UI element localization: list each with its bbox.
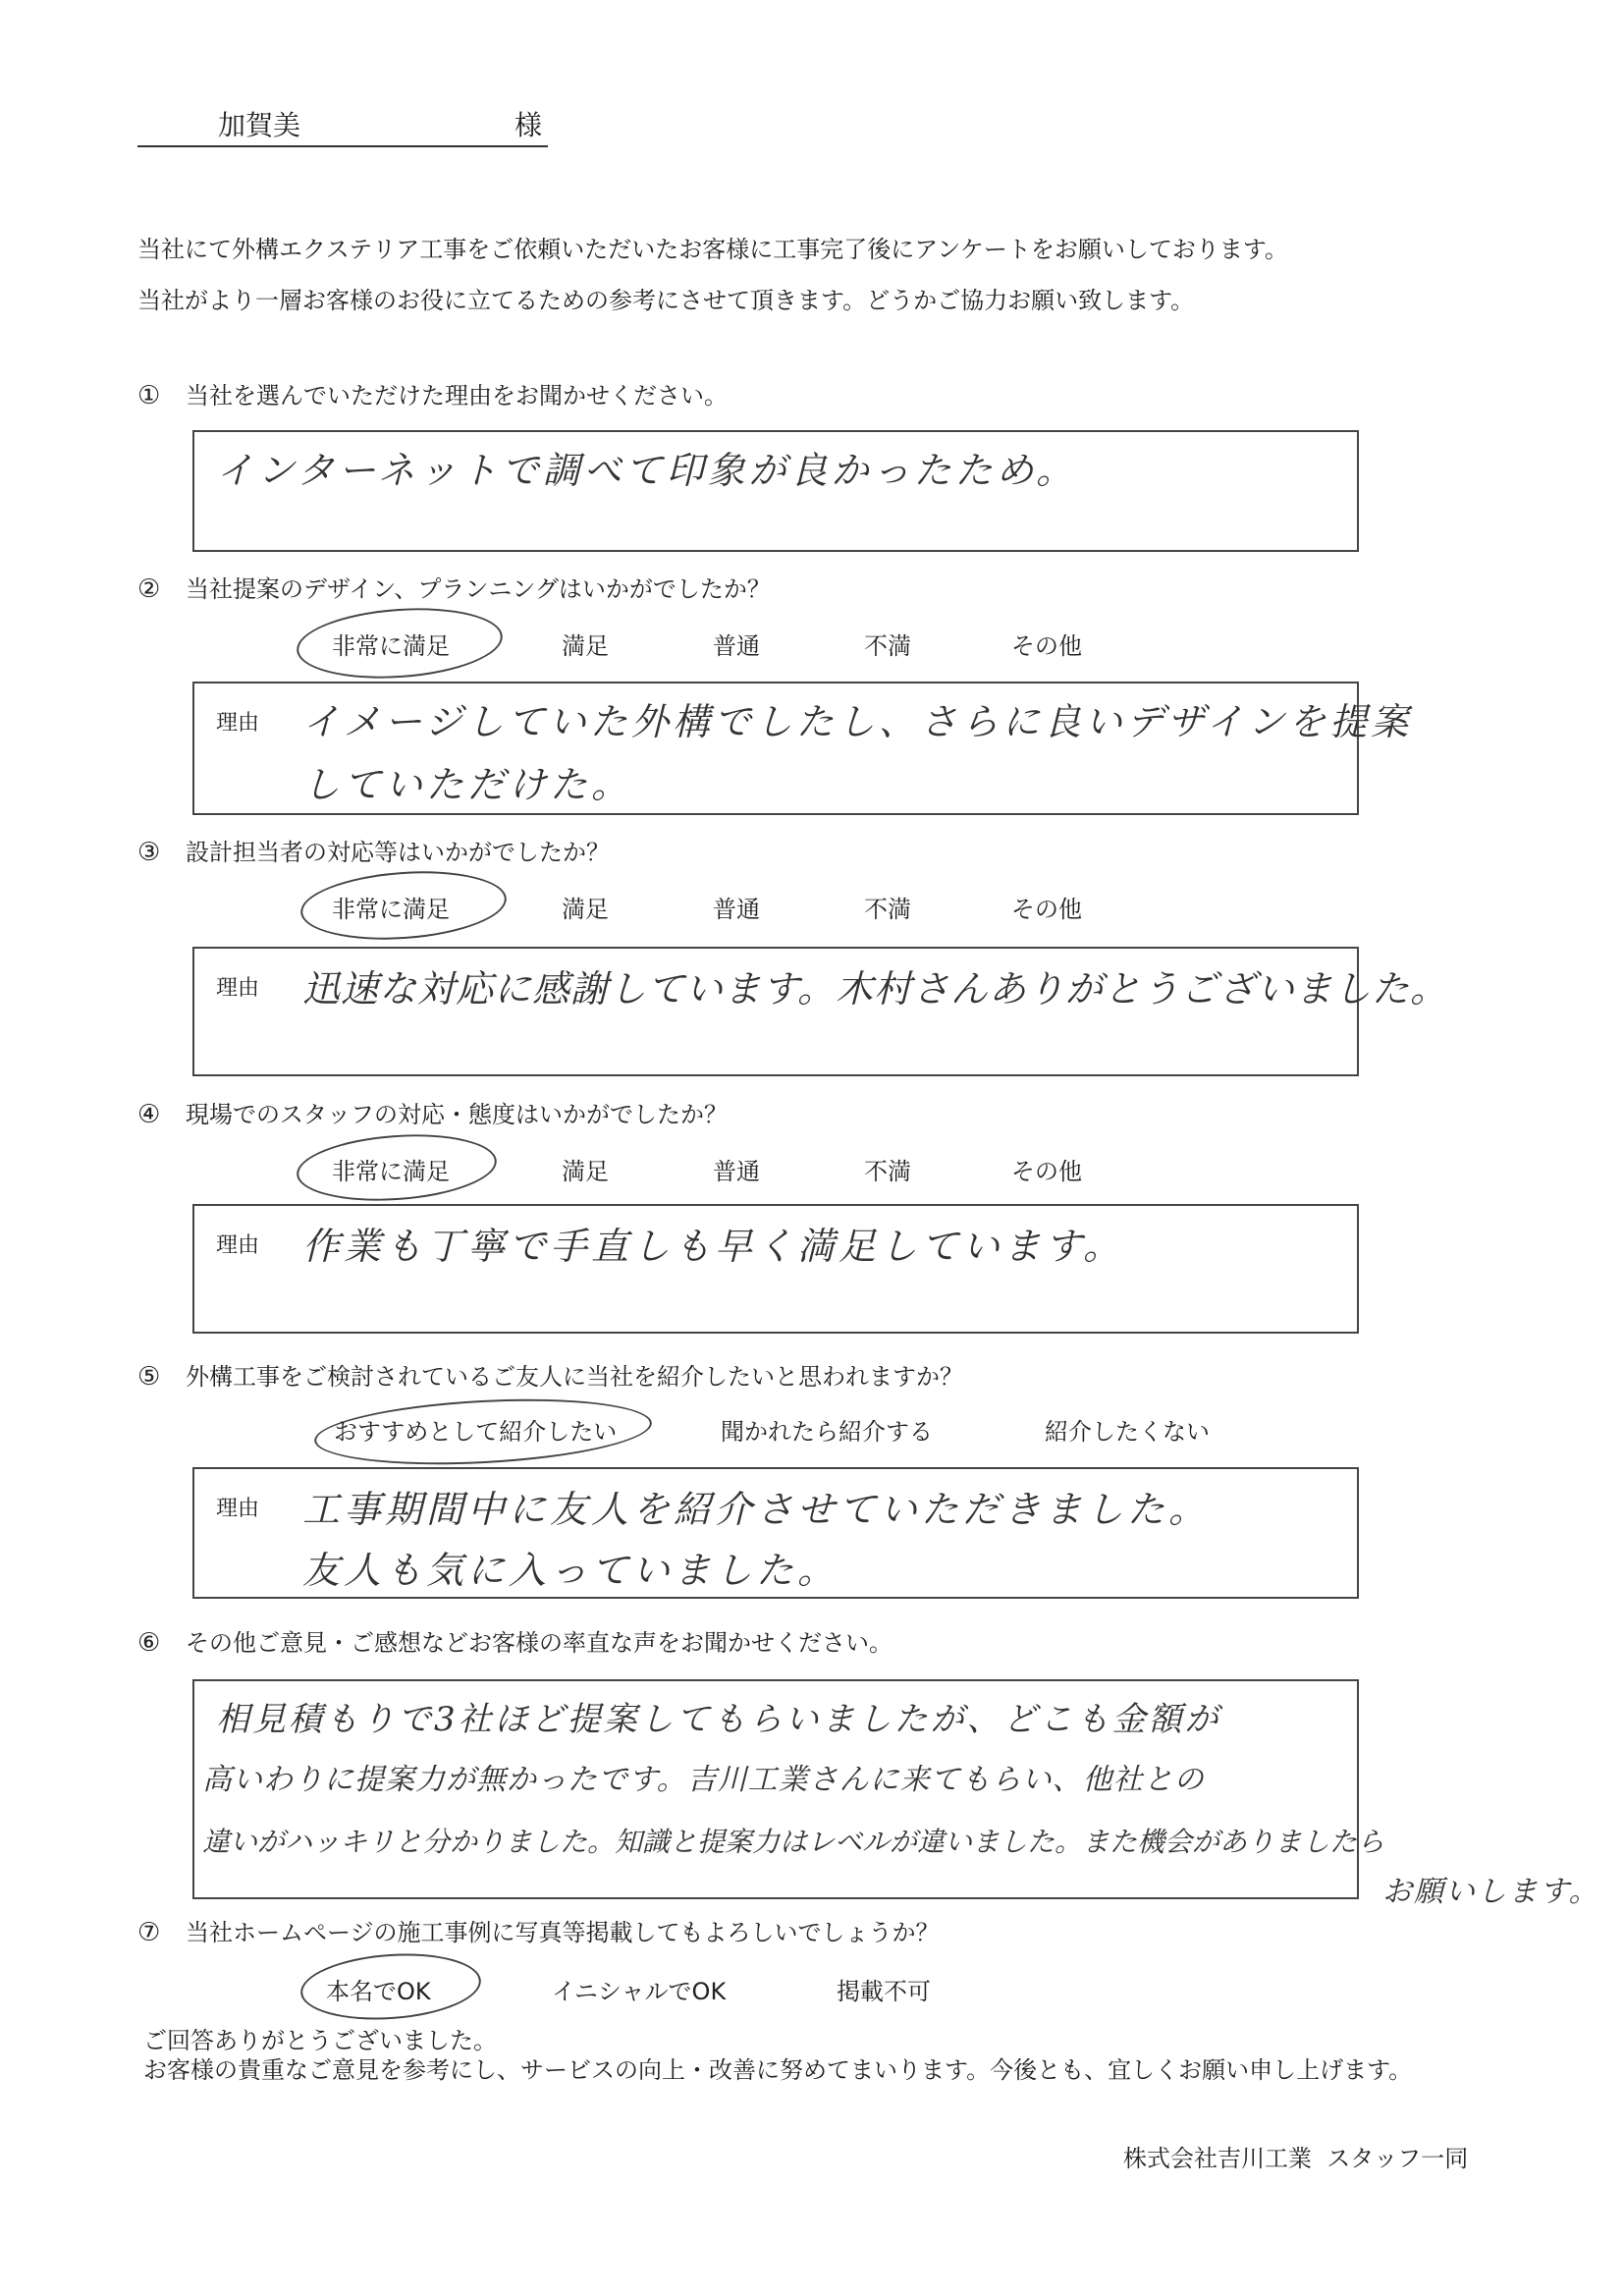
closing-line-1: ご回答ありがとうございました。 — [143, 2027, 497, 2054]
closing-line-2: お客様の貴重なご意見を参考にし、サービスの向上・改善に努めてまいります。今後とも、宜しくお願い申し上げます。 — [143, 2056, 1413, 2084]
answer-box-4[interactable] — [192, 1204, 1359, 1334]
question-1 — [137, 383, 728, 409]
option-satisfied[interactable]: 満足 — [562, 632, 609, 660]
answer-box-1[interactable] — [192, 430, 1359, 552]
option-satisfied[interactable]: 満足 — [562, 896, 609, 923]
answer-box-3[interactable] — [192, 947, 1448, 1076]
reason-label: 理由 — [216, 1497, 260, 1521]
handwritten-answer: 違いがハッキリと分かりました。知識と提案力はレベルが違いました。また機会がありましたら — [202, 1826, 1385, 1858]
handwritten-answer: イメージしていた外構でしたし、さらに良いデザインを提案 — [302, 700, 1413, 743]
option-real-name[interactable]: 本名でOK — [326, 1978, 431, 2005]
handwritten-answer: 作業も丁寧で手直しも早く満足しています。 — [302, 1225, 1124, 1268]
option-not-recommend[interactable]: 紹介したくない — [1045, 1418, 1210, 1446]
handwritten-answer: インターネットで調べて印象が良かったため。 — [216, 449, 1078, 492]
option-neutral[interactable]: 普通 — [713, 1158, 760, 1185]
question-text: 設計担当者の対応等はいかがでしたか？ — [185, 839, 610, 866]
question-number: ⑦ — [137, 1918, 161, 1947]
question-3 — [137, 840, 610, 865]
reason-label: 理由 — [216, 711, 260, 736]
handwritten-answer: 迅速な対応に感謝しています。木村さんありがとうございました。 — [302, 967, 1448, 1011]
option-no-publish[interactable]: 掲載不可 — [837, 1978, 931, 2005]
option-other[interactable]: その他 — [1011, 632, 1082, 660]
option-other[interactable]: その他 — [1011, 896, 1082, 923]
intro-line-2: 当社がより一層お客様のお役に立てるための参考にさせて頂きます。どうかご協力お願い致します。 — [137, 287, 1195, 314]
option-other[interactable]: その他 — [1011, 1158, 1082, 1185]
option-satisfied[interactable]: 満足 — [562, 1158, 609, 1185]
handwritten-answer: 工事期間中に友人を紹介させていただきました。 — [302, 1488, 1211, 1531]
option-neutral[interactable]: 普通 — [713, 632, 760, 660]
question-text: 当社ホームページの施工事例に写真等掲載してもよろしいでしょうか？ — [185, 1919, 940, 1946]
reason-label: 理由 — [216, 1233, 260, 1258]
question-5 — [137, 1364, 963, 1390]
honorific: 様 — [514, 109, 543, 141]
question-text: 当社提案のデザイン、プランニングはいかがでしたか？ — [185, 575, 771, 603]
handwritten-answer: 高いわりに提案力が無かったです。吉川工業さんに来てもらい、他社との — [202, 1763, 1205, 1797]
option-dissatisfied[interactable]: 不満 — [864, 896, 911, 923]
customer-name: 加賀美 — [218, 109, 301, 141]
answer-box-5[interactable] — [192, 1467, 1359, 1599]
question-7 — [137, 1920, 939, 1945]
question-text: 現場でのスタッフの対応・態度はいかがでしたか？ — [185, 1101, 728, 1128]
option-dissatisfied[interactable]: 不満 — [864, 632, 911, 660]
question-6 — [137, 1630, 893, 1656]
name-underline — [137, 145, 548, 147]
handwritten-answer: 友人も気に入っていました。 — [302, 1549, 839, 1592]
question-number: ② — [137, 574, 161, 604]
option-if-asked[interactable]: 聞かれたら紹介する — [721, 1418, 933, 1446]
reason-label: 理由 — [216, 976, 260, 1001]
question-number: ③ — [137, 838, 161, 867]
company-signature: 株式会社吉川工業 スタッフ一同 — [1123, 2145, 1469, 2172]
option-very-satisfied[interactable]: 非常に満足 — [332, 896, 450, 923]
answer-box-2[interactable] — [192, 682, 1413, 815]
question-number: ⑥ — [137, 1628, 161, 1658]
handwritten-answer-overflow: お願いします。 — [1382, 1875, 1600, 1909]
option-recommend[interactable]: おすすめとして紹介したい — [334, 1418, 618, 1446]
option-dissatisfied[interactable]: 不満 — [864, 1158, 911, 1185]
option-very-satisfied[interactable]: 非常に満足 — [332, 632, 450, 660]
question-number: ① — [137, 381, 161, 410]
option-neutral[interactable]: 普通 — [713, 896, 760, 923]
answer-box-6[interactable] — [192, 1679, 1385, 1899]
option-initials[interactable]: イニシャルでOK — [552, 1978, 727, 2005]
question-text: 当社を選んでいただけた理由をお聞かせください。 — [185, 382, 728, 410]
intro-line-1: 当社にて外構エクステリア工事をご依頼いただいたお客様に工事完了後にアンケートをお願いしております。 — [137, 236, 1288, 263]
question-number: ④ — [137, 1100, 161, 1129]
question-4 — [137, 1102, 728, 1127]
question-text: その他ご意見・ご感想などお客様の率直な声をお聞かせください。 — [185, 1629, 893, 1657]
question-2 — [137, 576, 771, 602]
option-very-satisfied[interactable]: 非常に満足 — [332, 1158, 450, 1185]
handwritten-answer: していただけた。 — [302, 763, 633, 806]
handwritten-answer: 相見積もりで3社ほど提案してもらいましたが、どこも金額が — [216, 1700, 1221, 1739]
question-text: 外構工事をご検討されているご友人に当社を紹介したいと思われますか？ — [185, 1363, 963, 1391]
question-number: ⑤ — [137, 1362, 161, 1392]
